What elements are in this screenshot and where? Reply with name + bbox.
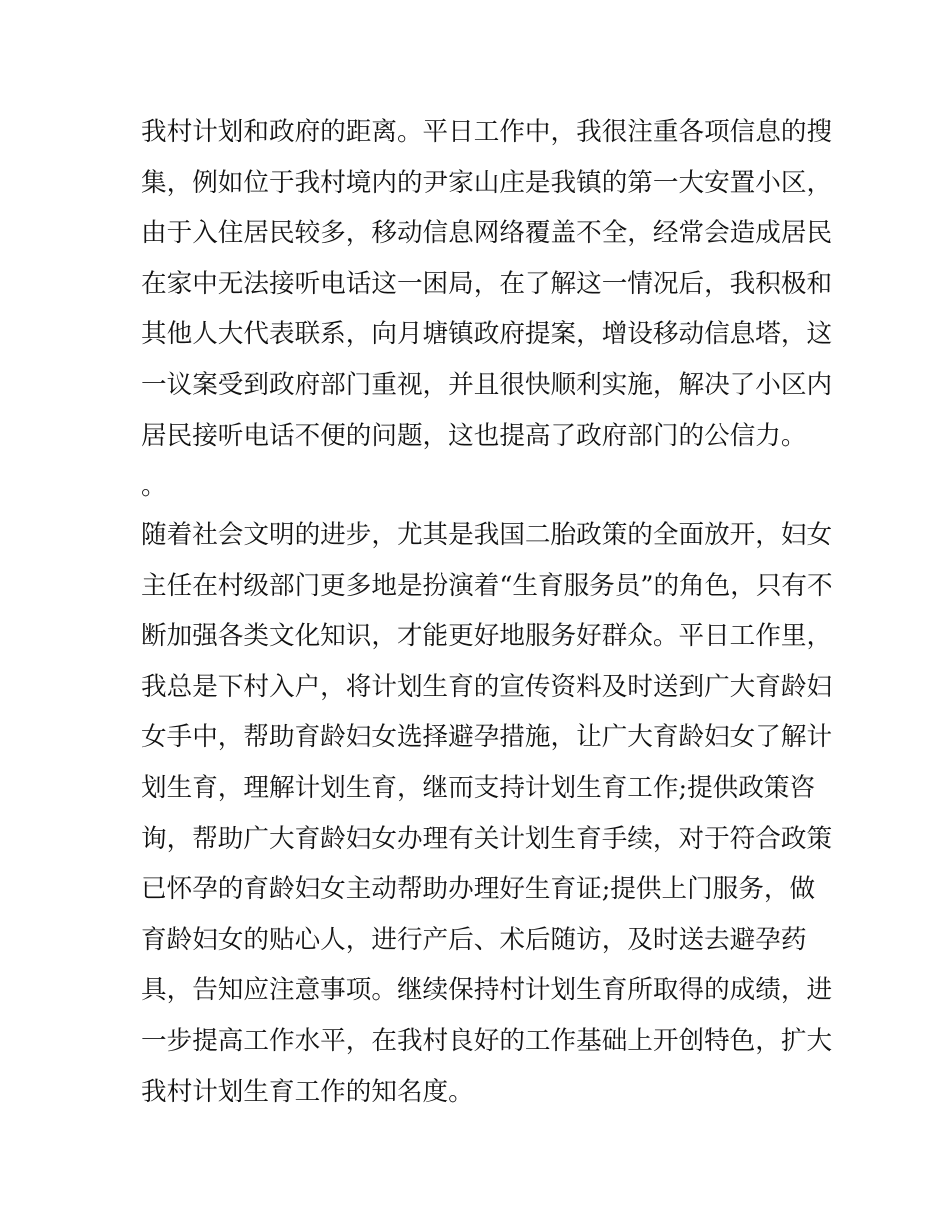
- paragraph-line: 一议案受到政府部门重视，并且很快顺利实施，解决了小区内: [141, 369, 833, 400]
- paragraph-line: 女手中，帮助育龄妇女选择避孕措施，让广大育龄妇女了解计: [141, 722, 833, 753]
- paragraph-line: 具，告知应注意事项。继续保持村计划生育所取得的成绩，进: [141, 975, 833, 1006]
- paragraph-line: 划生育，理解计划生育，继而支持计划生育工作;提供政策咨: [141, 772, 816, 803]
- paragraph-line: 我村计划和政府的距离。平日工作中，我很注重各项信息的搜: [141, 117, 833, 147]
- paragraph-2: [141, 510, 833, 1117]
- paragraph-line: 其他人大代表联系，向月塘镇政府提案，增设移动信息塔，这: [141, 319, 833, 350]
- paragraph-line: 断加强各类文化知识，才能更好地服务好群众。平日工作里，: [141, 621, 833, 652]
- paragraph-line: 我村计划生育工作的知名度。: [141, 1076, 474, 1107]
- paragraph-line: 一步提高工作水平，在我村良好的工作基础上开创特色，扩大: [141, 1025, 833, 1056]
- paragraph-line: 在家中无法接听电话这一困局，在了解这一情况后，我积极和: [141, 268, 833, 299]
- paragraph-1: [141, 107, 833, 461]
- paragraph-line: 主任在村级部门更多地是扮演着“生育服务员”的角色，只有不: [141, 570, 833, 601]
- paragraph-line: 居民接听电话不便的问题，这也提高了政府部门的公信力。: [141, 420, 807, 451]
- paragraph-line: 我总是下村入户，将计划生育的宣传资料及时送到广大育龄妇: [141, 671, 833, 702]
- paragraph-line: 已怀孕的育龄妇女主动帮助办理好生育证;提供上门服务，做: [141, 874, 816, 905]
- paragraph-line: 由于入住居民较多，移动信息网络覆盖不全，经常会造成居民: [141, 218, 833, 249]
- paragraph-line: 育龄妇女的贴心人，进行产后、术后随访，及时送去避孕药: [141, 924, 807, 955]
- separator-mark: 。: [141, 471, 167, 501]
- paragraph-line: 随着社会文明的进步，尤其是我国二胎政策的全面放开，妇女: [141, 520, 833, 550]
- paragraph-line: 询，帮助广大育龄妇女办理有关计划生育手续，对于符合政策: [141, 823, 833, 854]
- paragraph-line: 集，例如位于我村境内的尹家山庄是我镇的第一大安置小区，: [141, 167, 833, 198]
